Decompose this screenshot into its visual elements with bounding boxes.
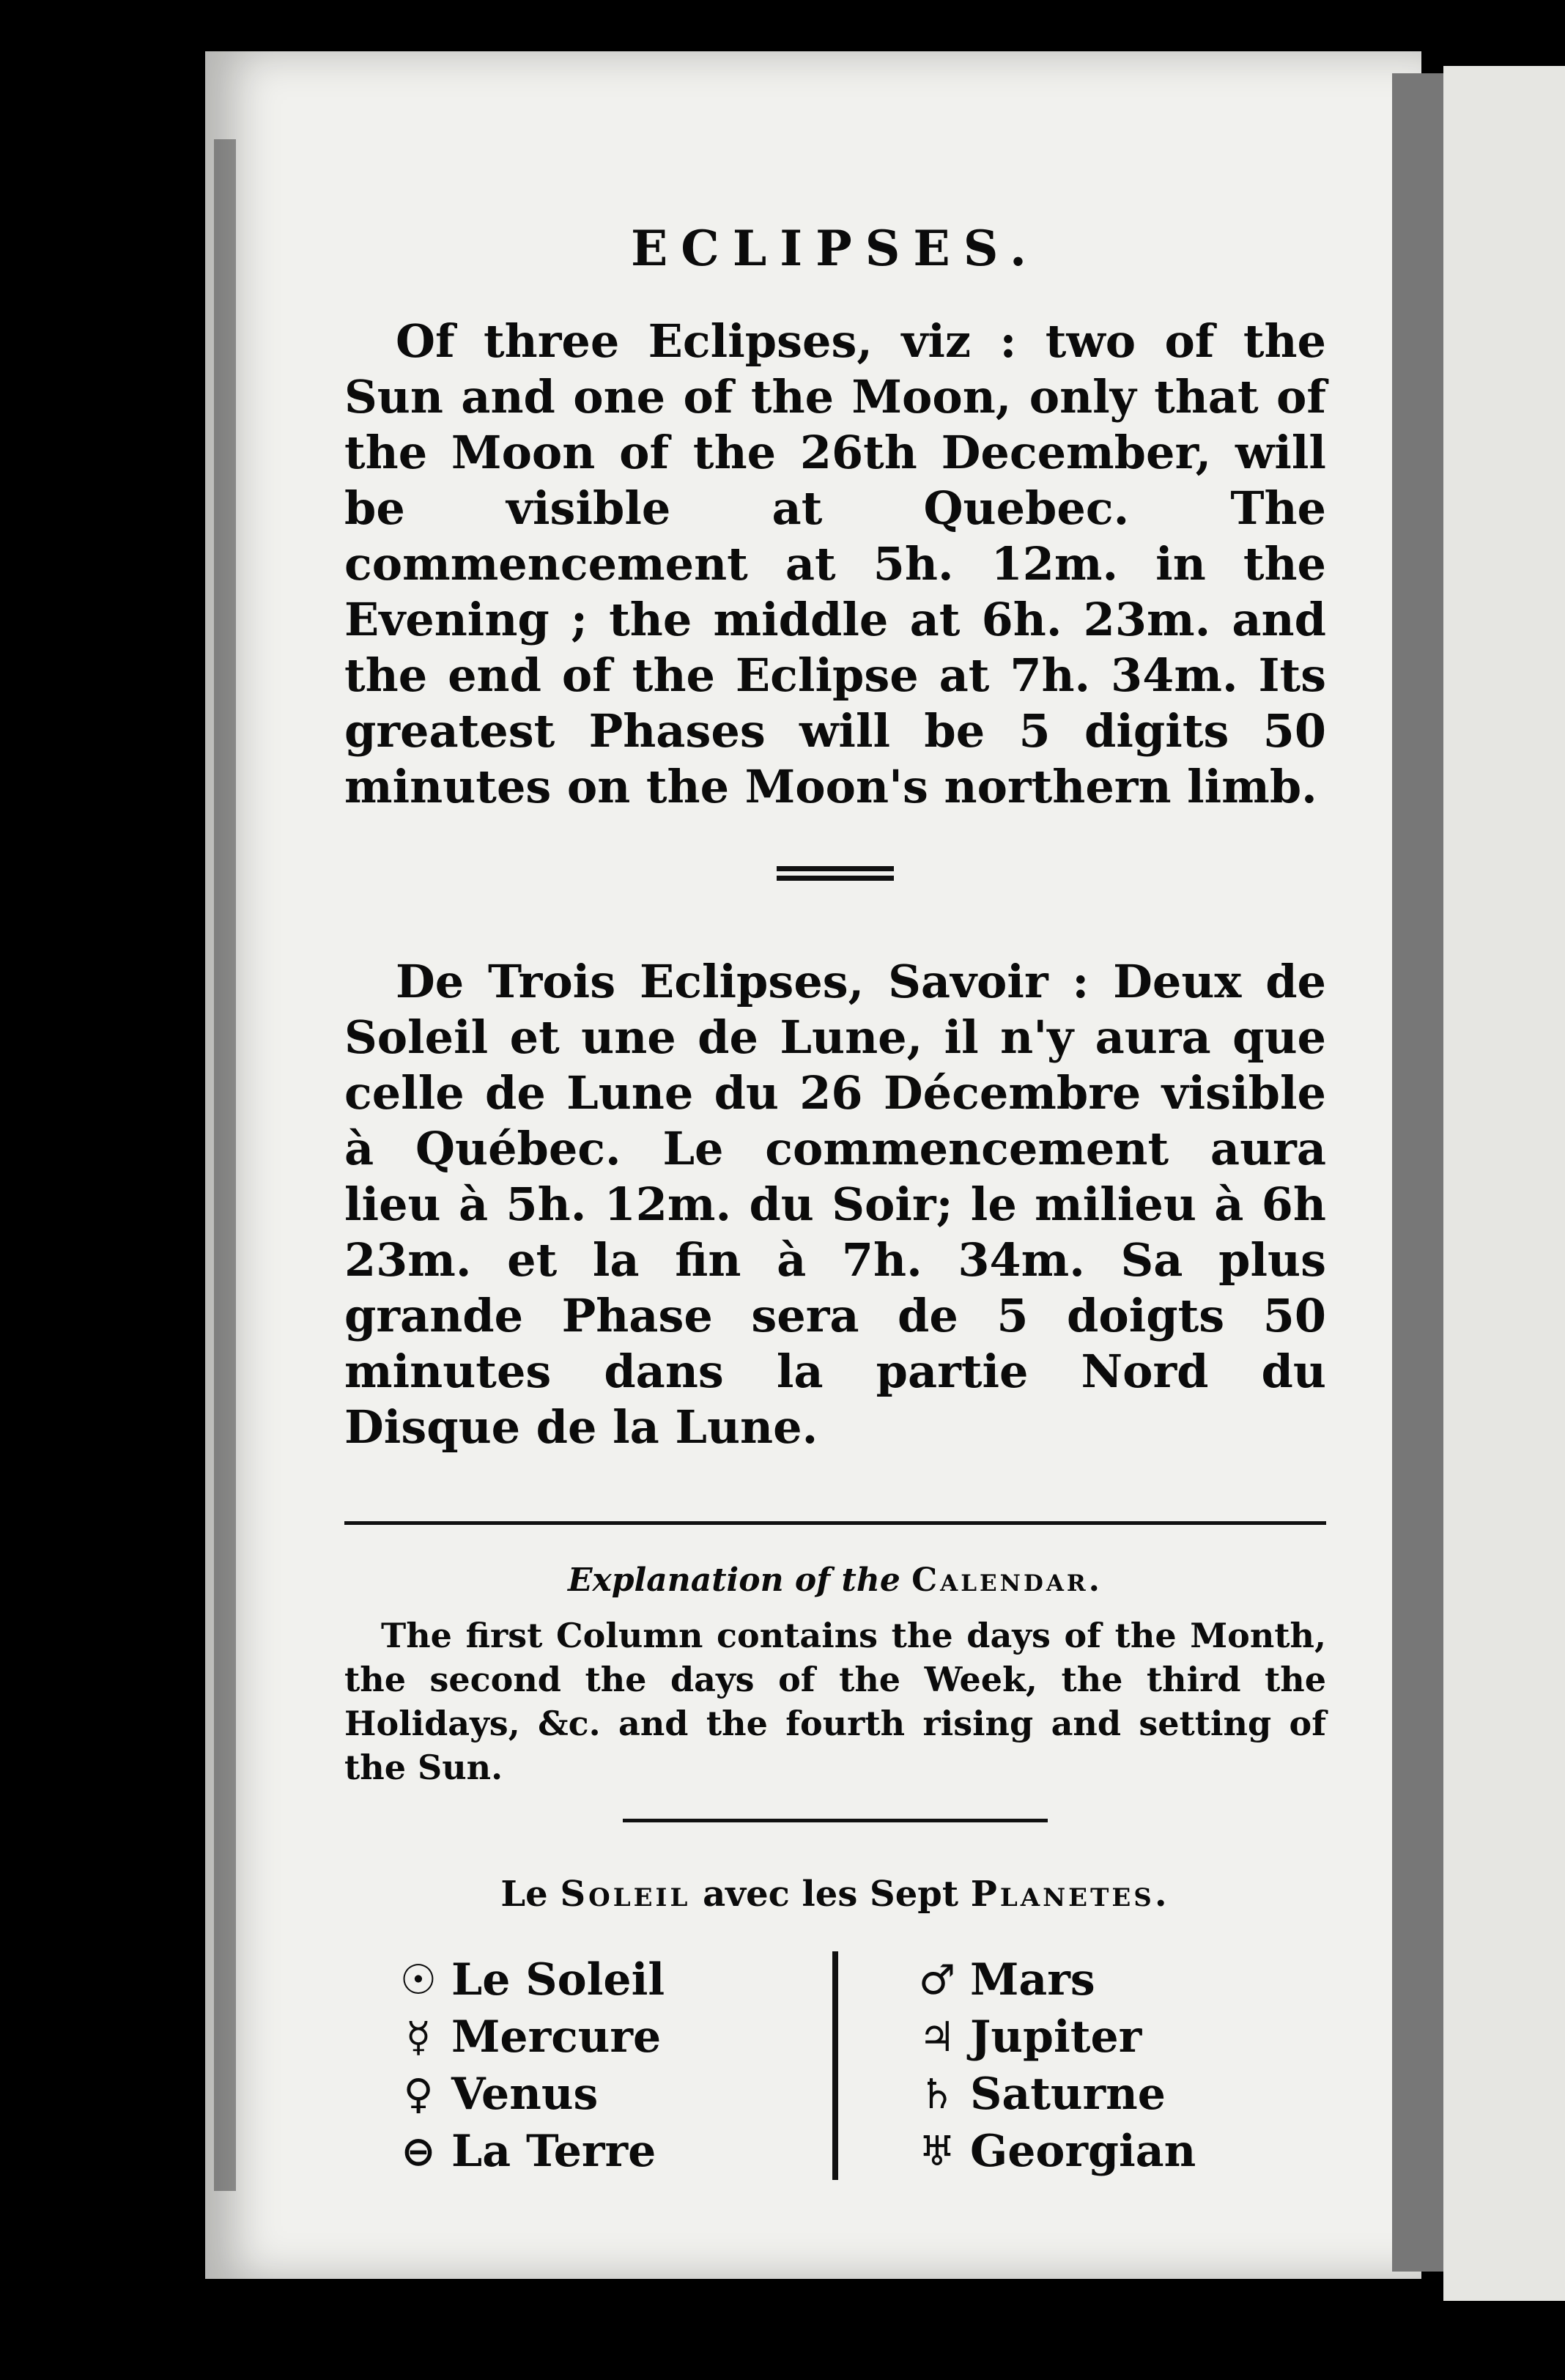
explanation-text: The first Column contains the days of the Month, the second the days of the Week, the third the Holidays, &c. and the fourth rising and setting of the Sun. [344,1616,1326,1787]
planet-row [385,1951,766,2008]
page-title: ECLIPSES. [631,220,1040,277]
jupiter-symbol-icon: ♃ [918,2013,956,2061]
planets-table [344,1951,1326,2180]
planet-row [385,2123,766,2180]
earth-symbol-icon: ⊖ [401,2127,436,2176]
planets-heading [344,1874,1326,1915]
planet-name: Venus [451,2069,599,2120]
page-binding-shadow [214,139,236,2191]
planet-name: La Terre [451,2126,656,2177]
planet-row [904,2008,1285,2066]
planet-name: Georgian [970,2126,1196,2177]
planet-name: Jupiter [970,2011,1142,2063]
mars-symbol-icon: ♂ [918,1956,956,2004]
adjacent-page [1443,66,1565,2301]
planets-left-column [385,1951,766,2180]
planet-row [904,1951,1285,2008]
planets-right-column [904,1951,1285,2180]
double-rule-divider [777,866,894,881]
planet-name: Saturne [970,2069,1166,2120]
saturn-symbol-icon: ♄ [918,2070,956,2118]
planets-heading-planetes: Planetes. [970,1874,1170,1915]
english-paragraph: Of three Eclipses, viz : two of the Sun and one of the Moon, only that of the Moon of the 26th December, will be visible at Quebec. The commencement at 5h. 12m. in the Evening ; the middle at 6h. 23m. and the end of the Eclipse at 7h. 34m. Its greatest Phases will be 5 digits 50 minutes on the Moon's northern limb. [344,314,1326,813]
planets-heading-mid: avec les Sept [703,1874,958,1915]
planets-heading-soleil: Soleil [560,1874,691,1915]
venus-symbol-icon: ♀ [403,2070,434,2118]
planet-row [385,2066,766,2123]
explanation-heading-caps: Calendar. [911,1562,1103,1599]
planet-name: Mars [970,1954,1095,2006]
planet-row [385,2008,766,2066]
explanation-heading [344,1562,1326,1599]
planet-name: Le Soleil [451,1954,665,2006]
planets-heading-pre: Le [500,1874,548,1915]
short-divider [623,1819,1048,1822]
section-divider [344,1521,1326,1525]
page-content [344,220,1326,2180]
page-edge-shadow [1392,73,1443,2272]
mercury-symbol-icon: ☿ [405,2013,432,2061]
uranus-symbol-icon: ♅ [918,2127,956,2176]
sun-symbol-icon: ☉ [399,1956,437,2004]
column-divider [832,1951,838,2180]
french-paragraph: De Trois Eclipses, Savoir : Deux de Soleil et une de Lune, il n'y aura que celle de Lune du 26 Décembre visible à Québec. Le commencement aura lieu à 5h. 12m. du Soir; le milieu à 6h 23m. et la fin à 7h. 34m. Sa plus grande Phase sera de 5 doigts 50 minutes dans la partie Nord du Disque de la Lune. [344,955,1326,1454]
explanation-heading-italic: Explanation of the [567,1562,900,1599]
planet-row [904,2066,1285,2123]
planet-name: Mercure [451,2011,662,2063]
planet-row [904,2123,1285,2180]
